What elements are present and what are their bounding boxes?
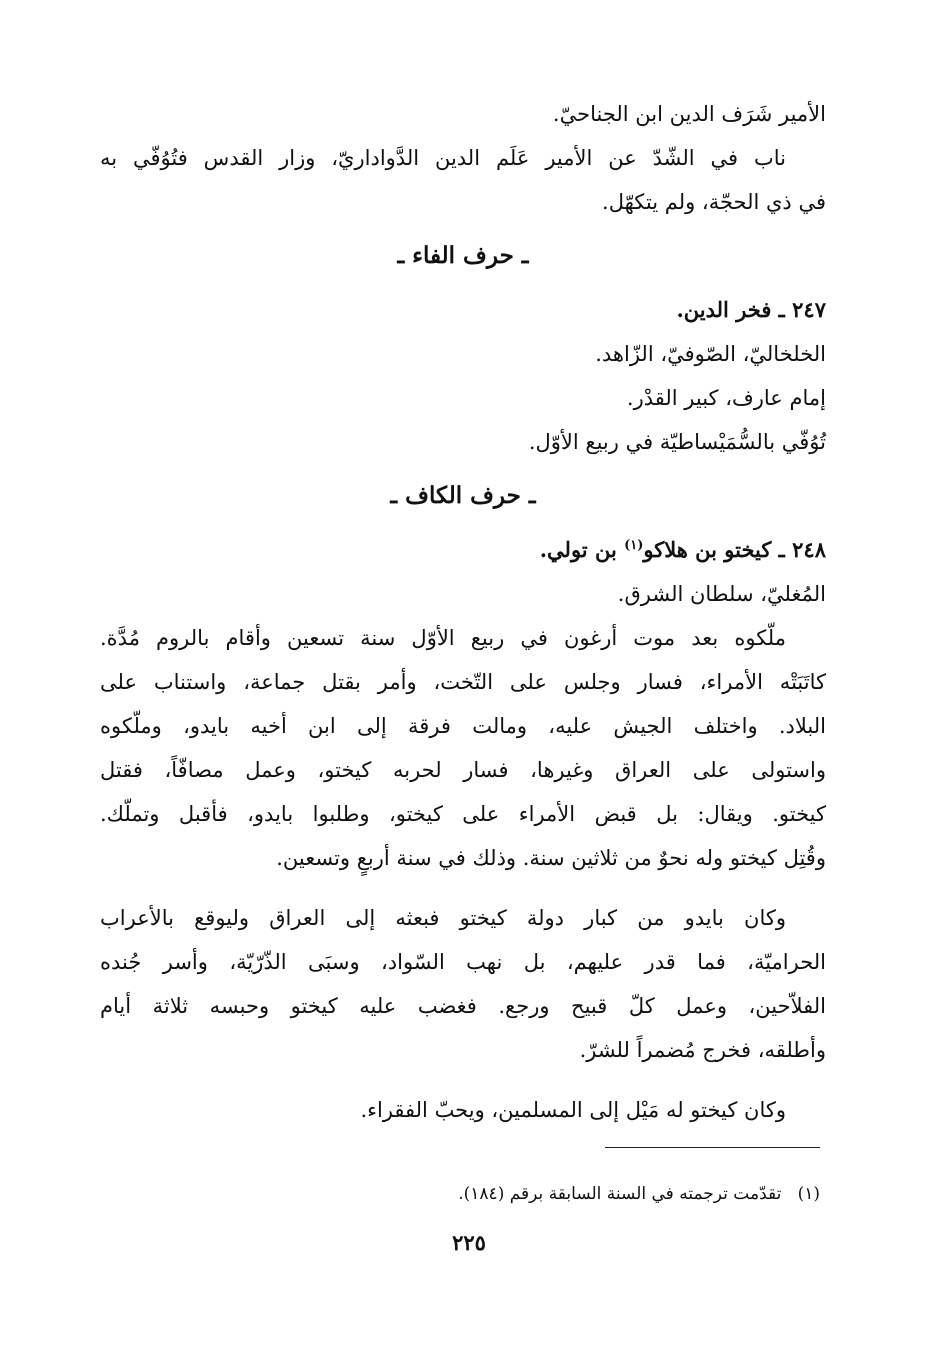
- paragraph-gap: [100, 880, 826, 896]
- footnote-mark: (١): [797, 1184, 820, 1204]
- footnote: [100, 1180, 820, 1208]
- text-line: ناب في الشّدّ عن الأمير عَلَم الدين الدَّواداريّ، وزار القدس فتُوُفّي به: [100, 146, 786, 170]
- footnote-separator: [605, 1147, 820, 1148]
- text-line: وكان بايدو من كبار دولة كيختو فبعثه إلى العراق وليوقع بالأعراب: [100, 906, 786, 930]
- footnote-reference-mark: (١): [624, 538, 644, 553]
- text-line: إمام عارف، كبير القدْر.: [626, 386, 826, 410]
- entry-title-247: ٢٤٧ ـ فخر الدين.: [676, 297, 826, 322]
- text-line: في ذي الحجّة، ولم يتكهّل.: [602, 190, 826, 214]
- section-heading-fa: ـ حرف الفاء ـ: [397, 242, 529, 269]
- text-line: الخلخاليّ، الصّوفيّ، الزّاهد.: [595, 342, 826, 366]
- text-line: وأطلقه، فخرج مُضمراً للشرّ.: [579, 1038, 826, 1062]
- entry-title-rest: بن تولي.: [539, 537, 625, 562]
- section-heading-kaf: ـ حرف الكاف ـ: [390, 482, 536, 509]
- text-line: الحراميّة، فما قدر عليهم، بل نهب السّواد، وسبَى الذّرّيّة، وأسر جُنده: [100, 950, 826, 974]
- text-line: كيختو. ويقال: بل قبض الأمراء على كيختو، وطلبوا بايدو، فأقبل وتملّك.: [100, 802, 826, 826]
- text-line: ملّكوه بعد موت أرغون في ربيع الأوّل سنة تسعين وأقام بالروم مُدَّة.: [100, 626, 786, 650]
- text-line: الفلاّحين، وعمل كلّ قبيح ورجع. فغضب عليه كيختو وحبسه ثلاثة أيام: [100, 994, 826, 1018]
- text-line: وقُتِل كيختو وله نحوٌ من ثلاثين سنة. وذلك في سنة أربعٍ وتسعين.: [276, 846, 826, 870]
- text-line: واستولى على العراق وغيرها، فسار لحربه كيختو، وعمل مصافّاً، فقتل: [100, 758, 826, 782]
- entry-title-main: ٢٤٨ ـ كيختو بن هلاكو: [643, 537, 826, 562]
- text-line: الأمير شَرَف الدين ابن الجناحيّ.: [552, 102, 826, 126]
- paragraph-gap: [100, 1072, 826, 1088]
- text-line: وكان كيختو له مَيْل إلى المسلمين، ويحبّ الفقراء.: [360, 1098, 786, 1122]
- page-number: ٢٢٥: [452, 1230, 486, 1255]
- text-line: تُوُفّي بالسُّمَيْساطيّة في ربيع الأوّل.: [528, 430, 826, 454]
- text-line: البلاد. واختلف الجيش عليه، ومالت فرقة إلى ابن أخيه بايدو، وملّكوه: [100, 714, 826, 738]
- main-text-column: [100, 92, 826, 1132]
- entry-title-248: [100, 528, 826, 572]
- footnote-text: تقدّمت ترجمته في السنة السابقة برقم (١٨٤).: [458, 1184, 782, 1204]
- text-line: كاتَبَتْه الأمراء، فسار وجلس على التّخت، وأمر بقتل جماعة، واستناب على: [100, 670, 826, 694]
- text-line: المُغليّ، سلطان الشرق.: [617, 582, 826, 606]
